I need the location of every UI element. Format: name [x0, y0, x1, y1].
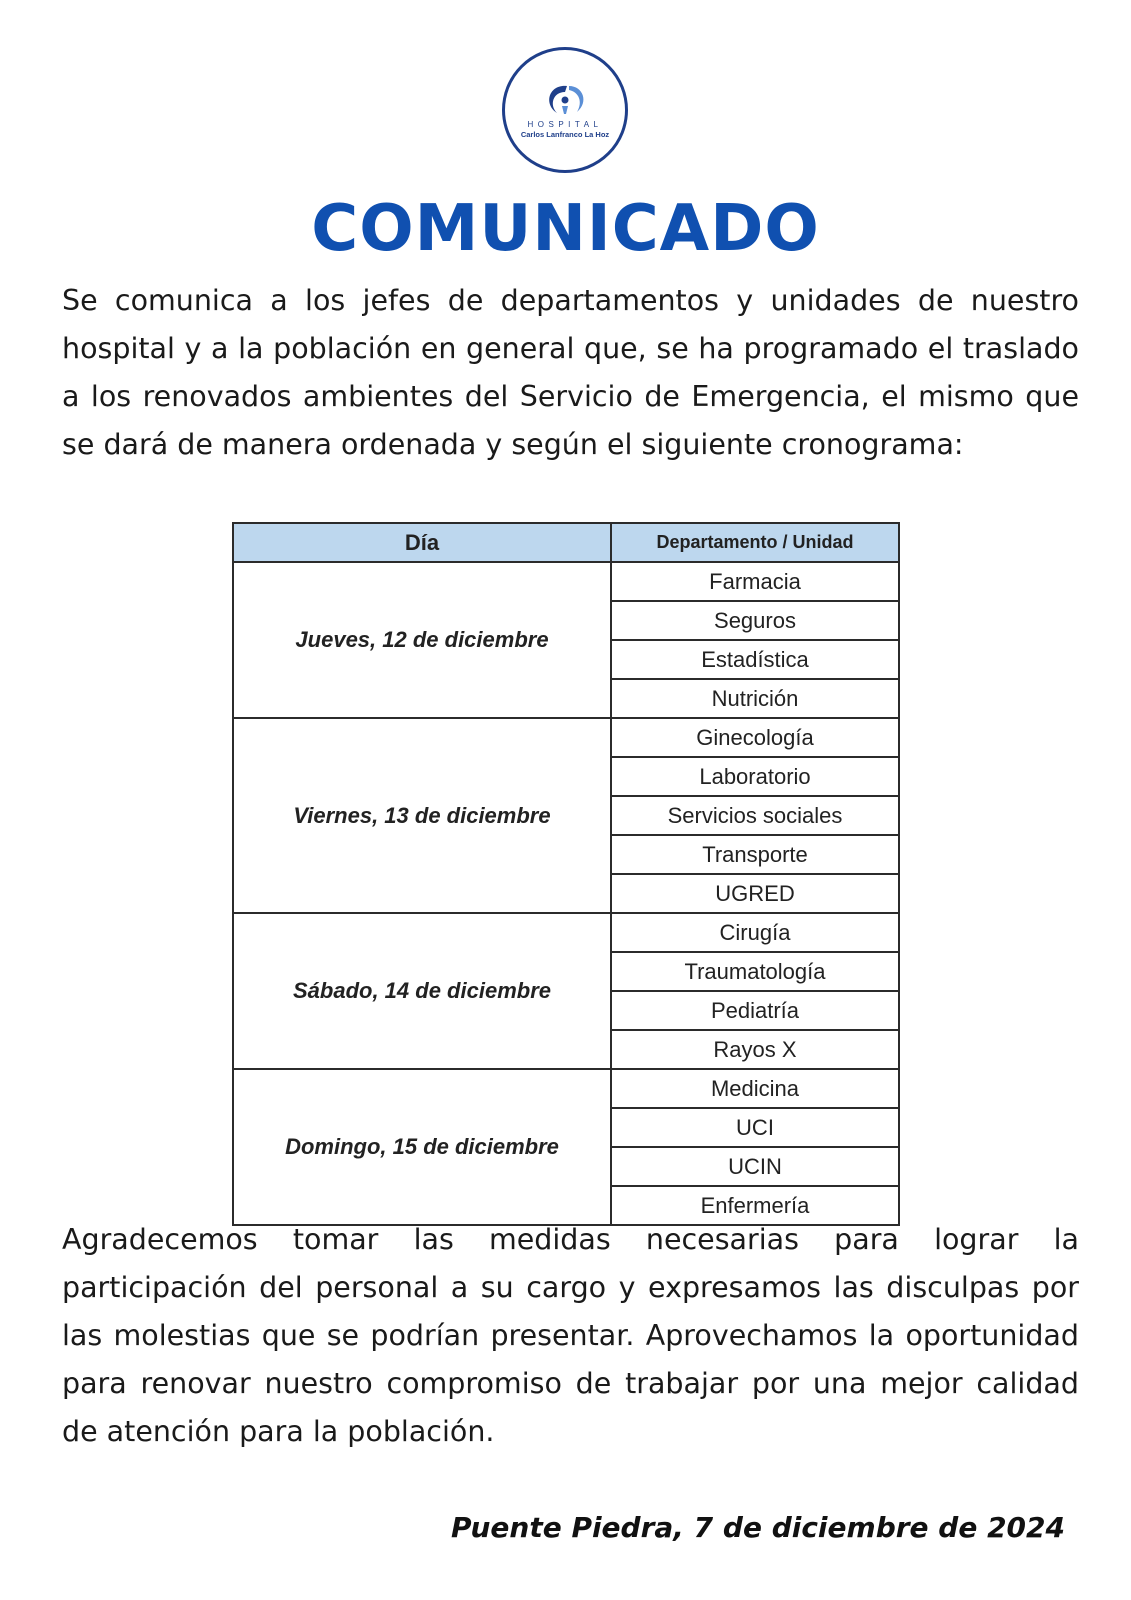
department-cell: UCI — [611, 1108, 899, 1147]
hospital-logo — [502, 47, 628, 173]
department-cell: Enfermería — [611, 1186, 899, 1225]
day-cell: Viernes, 13 de diciembre — [233, 718, 611, 913]
signature-date: Puente Piedra, 7 de diciembre de 2024 — [450, 1511, 1065, 1544]
table-header-row — [233, 523, 899, 562]
department-cell: Rayos X — [611, 1030, 899, 1069]
department-cell: Seguros — [611, 601, 899, 640]
department-cell: UCIN — [611, 1147, 899, 1186]
intro-paragraph: Se comunica a los jefes de departamentos y unidades de nuestro hospital y a la población en general que, se ha programado el traslado a los renovados ambientes del Servicio de Emergencia, el mismo que se dará de manera ordenada y según el siguiente cronograma: — [62, 284, 1079, 461]
department-cell: Traumatología — [611, 952, 899, 991]
department-cell: Servicios sociales — [611, 796, 899, 835]
day-cell: Domingo, 15 de diciembre — [233, 1069, 611, 1225]
table-row — [233, 913, 899, 952]
table-row — [233, 718, 899, 757]
table-row — [233, 562, 899, 601]
logo-text-name: Carlos Lanfranco La Hoz — [520, 130, 610, 139]
department-cell: Ginecología — [611, 718, 899, 757]
day-cell: Jueves, 12 de diciembre — [233, 562, 611, 718]
department-cell: UGRED — [611, 874, 899, 913]
department-cell: Estadística — [611, 640, 899, 679]
department-cell: Pediatría — [611, 991, 899, 1030]
header-departamento: Departamento / Unidad — [611, 523, 899, 562]
day-cell: Sábado, 14 de diciembre — [233, 913, 611, 1069]
schedule-table — [232, 522, 900, 1226]
department-cell: Farmacia — [611, 562, 899, 601]
logo-text-hospital: HOSPITAL — [527, 120, 603, 129]
department-cell: Transporte — [611, 835, 899, 874]
logo-emblem-icon — [505, 50, 625, 170]
table-row — [233, 1069, 899, 1108]
department-cell: Nutrición — [611, 679, 899, 718]
closing-paragraph: Agradecemos tomar las medidas necesarias para lograr la participación del personal a su cargo y expresamos las disculpas por las molestias que se podrían presentar. Aprovechamos la oportunidad para renovar nuestro compromiso de trabajar por una mejor calidad de atención para la población. — [62, 1223, 1079, 1448]
department-cell: Medicina — [611, 1069, 899, 1108]
page-title: COMUNICADO — [311, 192, 820, 266]
department-cell: Laboratorio — [611, 757, 899, 796]
header-dia: Día — [233, 523, 611, 562]
department-cell: Cirugía — [611, 913, 899, 952]
